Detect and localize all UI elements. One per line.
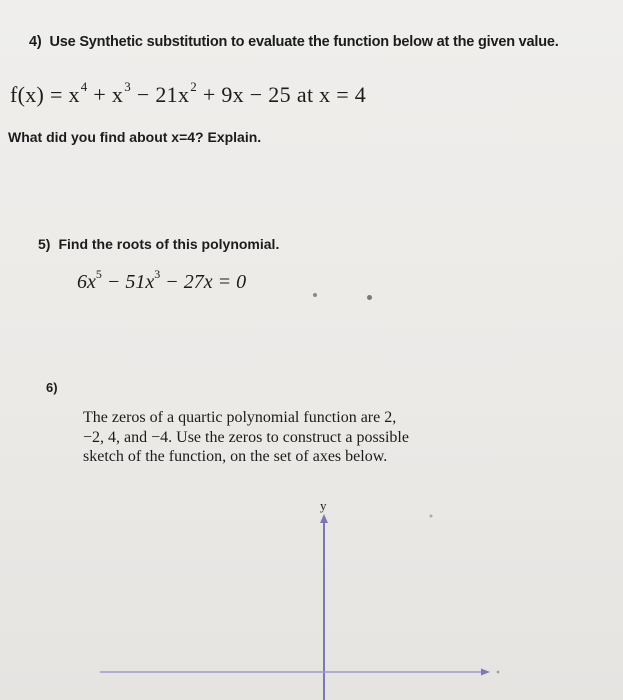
problem-6-number: 6): [46, 380, 58, 395]
problem-4-number: 4): [29, 34, 42, 50]
problem-4-question: What did you find about x=4? Explain.: [8, 129, 262, 145]
ink-dot: [430, 515, 433, 518]
problem-5-text: Find the roots of this polynomial.: [58, 236, 280, 252]
y-axis-arrow: [320, 514, 328, 523]
problem-5-number: 5): [38, 236, 51, 252]
evaluation-point: at x = 4: [296, 82, 367, 107]
problem-4-text: Use Synthetic substitution to evaluate the function below at the given value.: [49, 34, 559, 50]
problem-4-function: $f(x) = x^4 + x^3 - 21x^2 + 9x - 25$ at x = 4: [10, 79, 367, 107]
x-axis-arrow: [481, 669, 490, 676]
problem-6-text: The zeros of a quartic polynomial function are 2, −2, 4, and −4. Use the zeros to construct a possible sketch of the function, on the set of axes below.: [83, 409, 409, 465]
y-axis-label: y: [320, 498, 327, 513]
x-axis-tick-mark: [497, 671, 500, 674]
problem-5-equation: $6x^5 - 51x^3 - 27x = 0$: [77, 267, 247, 293]
